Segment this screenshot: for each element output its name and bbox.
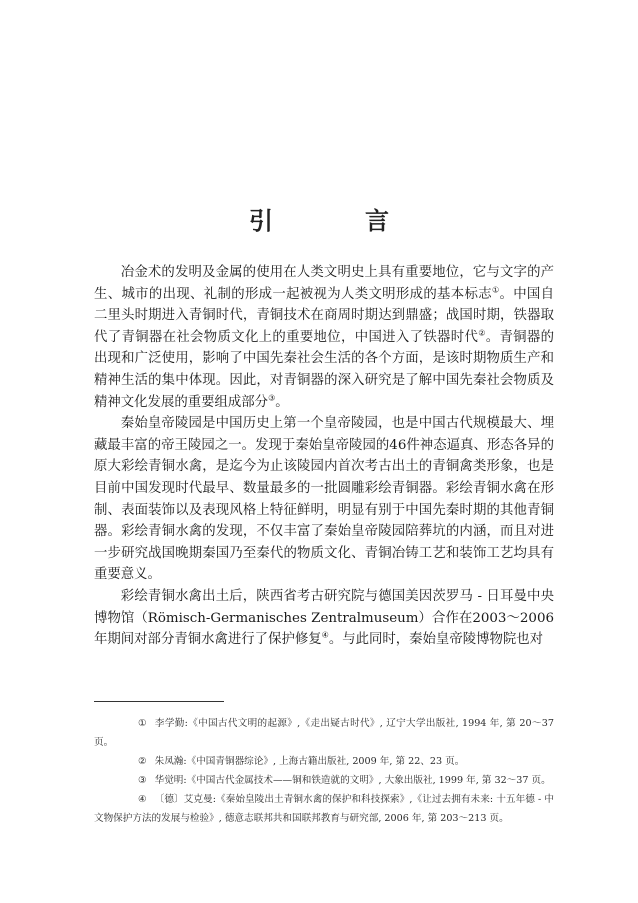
paragraph-2	[94, 413, 554, 586]
footnote-marker: ①	[138, 718, 147, 729]
footnote-reference: ②	[478, 328, 486, 338]
paragraph-1	[94, 262, 554, 413]
paragraph-text: 彩绘青铜水禽出土后，陕西省考古研究院与德国美因茨罗马 - 日耳曼中央博物馆（Römisch-Germanisches Zentralmuseum）合作在2003～2006年期间对部分青铜水禽进行了保护修复	[94, 588, 554, 648]
footnote-2	[94, 752, 554, 771]
footnote-1	[94, 714, 554, 752]
footnote-3	[94, 771, 554, 790]
footnote-reference: ③	[268, 393, 276, 403]
page-title: 引 言	[249, 206, 423, 236]
footnote-divider	[94, 701, 224, 702]
footnote-reference: ①	[491, 285, 500, 295]
footnote-marker: ④	[138, 794, 147, 805]
footnote-text: 朱凤瀚:《中国青铜器综论》, 上海古籍出版社, 2009 年, 第 22、23 页。	[154, 756, 465, 767]
footnotes	[94, 714, 554, 828]
footnote-text: 〔德〕艾克曼:《秦始皇陵出土青铜水禽的保护和科技探索》,《让过去拥有未来: 十五年德 - 中文物保护方法的发展与检验》, 德意志联邦共和国联邦教育与研究部, 2006 年, 第 203～213 页。	[94, 794, 554, 824]
body-text	[94, 262, 554, 651]
footnote-marker: ③	[138, 775, 147, 786]
footnote-text: 李学勤:《中国古代文明的起源》,《走出疑古时代》, 辽宁大学出版社, 1994 年, 第 20～37 页。	[94, 718, 554, 748]
paragraph-text: 。青铜器的出现和广泛使用，影响了中国先秦社会生活的各个方面，是该时期物质生产和精神生活的集中体现。因此，对青铜器的深入研究是了解中国先秦社会物质及精神文化发展的重要组成部分	[94, 329, 555, 410]
paragraph-text: 。中国自二里头时期进入青铜时代，青铜技术在商周时期达到鼎盛；战国时期，铁器取代了青铜器在社会物质文化上的重要地位，中国进入了铁器时代	[94, 286, 555, 345]
footnote-4	[94, 790, 554, 828]
paragraph-text: 冶金术的发明及金属的使用在人类文明史上具有重要地位，它与文字的产生、城市的出现、礼制的形成一起被视为人类文明形成的基本标志	[94, 265, 554, 302]
footnote-text: 华觉明:《中国古代金属技术——铜和铁造就的文明》, 大象出版社, 1999 年, 第 32～37 页。	[154, 775, 551, 786]
paragraph-text: 秦始皇帝陵园是中国历史上第一个皇帝陵园，也是中国古代规模最大、埋藏最丰富的帝王陵园之一。发现于秦始皇帝陵园的46件神态逼真、形态各异的原大彩绘青铜水禽，是迄今为止该陵园内首次考古出土的青铜禽类形象，也是目前中国发现时代最早、数量最多的一批圆雕彩绘青铜器。彩绘青铜水禽在形制、表面装饰以及表现风格上特征鲜明，明显有别于中国先秦时期的其他青铜器。彩绘青铜水禽的发现，不仅丰富了秦始皇帝陵园陪葬坑的内涵，而且对进一步研究战国晚期秦国乃至秦代的物质文化、青铜冶铸工艺和装饰工艺均具有重要意义。	[94, 416, 554, 583]
paragraph-text: 。与此同时，秦始皇帝陵博物院也对	[328, 632, 544, 648]
footnote-marker: ②	[138, 756, 147, 767]
paragraph-3	[94, 586, 554, 651]
footnote-reference: ④	[321, 630, 329, 640]
paragraph-text: 。	[275, 394, 289, 410]
